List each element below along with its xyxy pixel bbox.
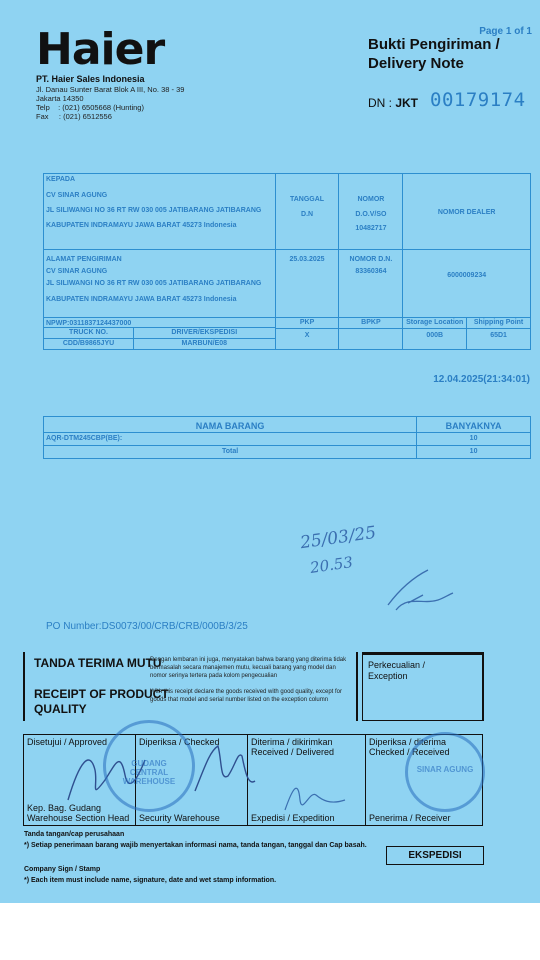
receipt-title-en: RECEIPT OF PRODUCT QUALITY (34, 687, 169, 716)
items-header-row (44, 417, 531, 433)
nomor-sub: D.O.V/SO (355, 210, 387, 218)
bpkp-cell (339, 318, 403, 350)
footer-sign-label-id: Tanda tangan/cap perusahaan (24, 831, 125, 838)
col-header-name: NAMA BARANG (44, 417, 417, 433)
signature-received-role: Penerima / Receiver (369, 812, 451, 823)
item-qty: 10 (417, 433, 531, 446)
tanggal-value-cell (275, 250, 339, 318)
handwritten-signature-delivered (280, 770, 350, 820)
dealer-stamp-text: SINAR AGUNG (416, 765, 474, 774)
handwritten-time: 20.53 (308, 553, 354, 577)
table-row (44, 433, 531, 446)
alamat-label: ALAMAT PENGIRIMAN (46, 256, 122, 263)
alamat-cell (44, 250, 276, 318)
shipping-label: Shipping Point (467, 318, 530, 329)
warehouse-stamp-text: GUDANG CENTRAL WAREHOUSE (122, 759, 176, 786)
exception-label: Perkecualian / Exception (368, 660, 426, 681)
copy-label: EKSPEDISI (386, 846, 484, 865)
total-value: 10 (417, 446, 531, 459)
footer-note-id: *) Setiap penerimaan barang wajib menyertakan informasi nama, tanda tangan, tanggal dan Cap basah. (24, 842, 367, 849)
receipt-text-id: Dengan lembaran ini juga, menyatakan bahwa barang yang diterima tidak bermasalah secara manajemen mutu, kecuali barang yang model dan nomor serinya tertera pada kolom pengecualian (150, 657, 347, 679)
alamat-address-line1: JL SILIWANGI NO 36 RT RW 030 005 JATIBARANG JATIBARANG (46, 280, 262, 288)
signature-delivered-role: Expedisi / Expedition (251, 812, 335, 823)
driver-label: DRIVER/EKSPEDISI (171, 329, 238, 336)
company-address: Jl. Danau Sunter Barat Blok A III, No. 38 - 39 Jakarta 14350 Telp : (021) 6505668 (Hunting) Fax : (021) 6512556 (36, 85, 185, 121)
npwp-truck-cell (44, 318, 276, 350)
dn-label-text: DN : (368, 96, 392, 110)
signature-received-label: Diperiksa / diterima Checked / Received (369, 737, 450, 757)
signature-delivered-label: Diterima / dikirimkan Received / Delivered (251, 737, 335, 757)
storage-cell (403, 318, 467, 350)
document-title: Bukti Pengiriman / Delivery Note (368, 36, 500, 72)
pkp-cell (275, 318, 339, 350)
shipping-value: 65D1 (490, 332, 507, 339)
dn-label (368, 96, 418, 110)
bpkp-label: BPKP (339, 318, 402, 329)
truck-header-row (44, 328, 275, 339)
print-timestamp: 12.04.2025(21:34:01) (433, 374, 530, 385)
company-name: PT. Haier Sales Indonesia (36, 74, 145, 84)
col-header-qty: BANYAKNYA (417, 417, 531, 433)
nomor-dn-cell (339, 250, 403, 318)
nomor-cell (339, 174, 403, 250)
total-label: Total (44, 446, 417, 459)
page-indicator: Page 1 of 1 (479, 26, 532, 37)
storage-value: 000B (426, 332, 444, 339)
alamat-name: CV SINAR AGUNG (46, 267, 108, 275)
pkp-value: X (304, 332, 310, 339)
tanggal-value: 25.03.2025 (289, 256, 325, 263)
dn-location: JKT (395, 96, 419, 110)
dn-number: 00179174 (430, 89, 526, 111)
alamat-address-line2: KABUPATEN INDRAMAYU JAWA BARAT 45273 Indonesia (46, 295, 237, 303)
tanggal-label: TANGGAL (290, 196, 325, 203)
pkp-label: PKP (276, 318, 339, 329)
handwritten-date: 25/03/25 (298, 522, 378, 554)
dealer-stamp (405, 732, 485, 812)
items-table (43, 416, 531, 459)
kepada-address-line1: JL SILIWANGI NO 36 RT RW 030 005 JATIBARANG JATIBARANG (46, 207, 262, 215)
nomor-dn-label: NOMOR D.N. (349, 256, 393, 263)
kepada-cell (44, 174, 276, 250)
kepada-name: CV SINAR AGUNG (46, 191, 108, 199)
receipt-title-id: TANDA TERIMA MUTU (34, 656, 162, 670)
dealer-header-cell (403, 174, 531, 250)
dealer-value-cell (403, 250, 531, 318)
truck-value-row (44, 339, 275, 349)
tanggal-cell (275, 174, 339, 250)
footer-note-en: *) Each item must include name, signature, date and wet stamp information. (24, 877, 277, 884)
warehouse-stamp (103, 720, 195, 812)
receipt-text-en: With this receipt declare the goods received with good quality, except for goods that model and serial number listed on the exception column (150, 689, 342, 703)
kepada-address-line2: KABUPATEN INDRAMAYU JAWA BARAT 45273 Indonesia (46, 221, 237, 229)
signature-checked-label: Diperiksa / Checked (139, 737, 220, 747)
driver-value: MARBUN/E08 (181, 340, 228, 347)
handwritten-signature-top (378, 565, 458, 615)
dealer-value: 6000009234 (447, 272, 487, 279)
nomor-label: NOMOR (357, 196, 385, 203)
total-row (44, 446, 531, 459)
kepada-label: KEPADA (46, 176, 76, 183)
storage-label: Storage Location (403, 318, 466, 329)
nomor-dn-value: 83360364 (355, 267, 387, 275)
signature-approved-role: Kep. Bag. Gudang Warehouse Section Head (27, 803, 130, 823)
recipient-info-table (43, 173, 531, 350)
haier-logo: Haier (36, 24, 165, 75)
truck-value: CDD/B9865JYU (44, 339, 134, 349)
truck-label: TRUCK NO. (44, 328, 134, 338)
npwp-value: NPWP:0311837124437000 (44, 318, 275, 328)
tanggal-sub: D.N (301, 210, 314, 218)
signature-approved-label: Disetujui / Approved (27, 737, 108, 747)
dealer-label: NOMOR DEALER (437, 209, 496, 216)
item-name: AQR-DTM245CBP(BE): (44, 433, 417, 446)
handwritten-signature-checked (190, 736, 260, 806)
nomor-value: 10482717 (355, 225, 387, 233)
signature-checked-role: Security Warehouse (139, 812, 220, 823)
po-number: PO Number:DS0073/00/CRB/CRB/000B/3/25 (46, 621, 248, 632)
footer-sign-label-en: Company Sign / Stamp (24, 866, 101, 873)
shipping-cell (467, 318, 531, 350)
